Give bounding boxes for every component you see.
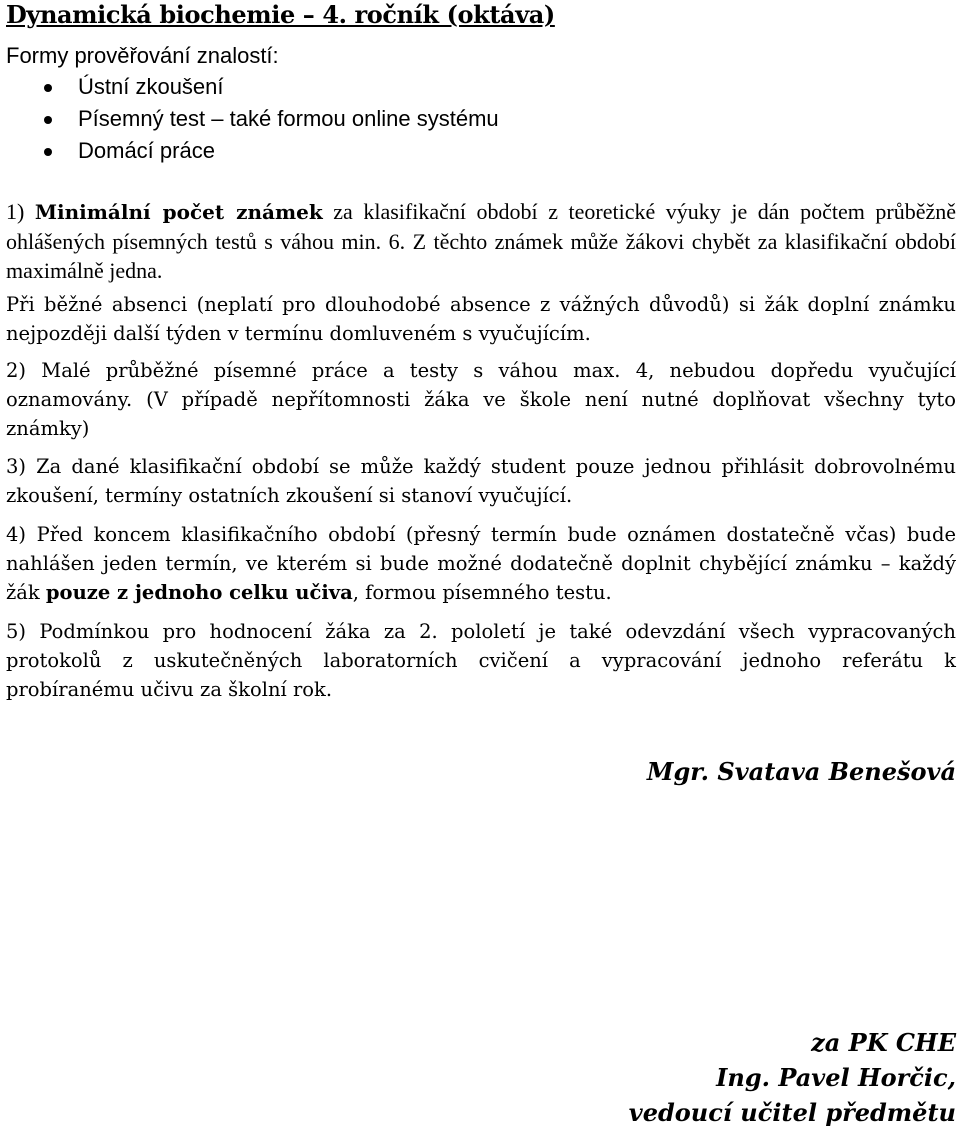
rule-2-paragraph: 2) Malé průběžné písemné práce a testy s váhou max. 4, nebudou dopředu vyučující oznamovány. (V případě nepřítomnosti žáka ve škole není nutné doplňovat všechny tyto známky) bbox=[6, 359, 956, 440]
bullet-icon bbox=[44, 84, 52, 92]
pk-line: za PK CHE bbox=[811, 1028, 956, 1057]
document-page bbox=[6, 0, 956, 704]
rule-1-paragraph bbox=[6, 197, 956, 285]
rule-4-text: 4) Před koncem klasifikačního období (přesný termín bude oznámen dostatečně včas) bude nahlášen jeden termín, ve kterém si bude možné dodatečně doplnit chybějící známku – každý žák bbox=[6, 523, 956, 604]
bullet-icon bbox=[44, 116, 52, 124]
list-item bbox=[6, 135, 956, 167]
list-item-label: Písemný test – také formou online systému bbox=[78, 106, 499, 131]
absence-paragraph: Při běžné absenci (neplatí pro dlouhodobé absence z vážných důvodů) si žák doplní známku nejpozději další týden v termínu domluveném s vyučujícím. bbox=[6, 293, 956, 345]
teacher-signature: Mgr. Svatava Benešová bbox=[646, 757, 956, 786]
bullet-icon bbox=[44, 148, 52, 156]
page-title: Dynamická biochemie – 4. ročník (oktáva) bbox=[6, 0, 555, 29]
rule-4-paragraph bbox=[6, 520, 956, 607]
rule-4-end-text: , formou písemného testu. bbox=[352, 581, 612, 604]
rule-1-number: 1) bbox=[6, 199, 35, 224]
subject-head-signature bbox=[629, 1025, 956, 1130]
assessment-forms-section bbox=[6, 40, 956, 167]
list-item bbox=[6, 103, 956, 135]
rule-1-text: za klasifikační období z teoretické výuky je dán počtem průběžně ohlášených písemných testů s váhou min. 6. Z těchto známek může žákovi chybět za klasifikační období maximálně jedna. bbox=[6, 199, 956, 283]
rule-1-bold-text: Minimální počet známek bbox=[34, 200, 323, 224]
rule-5-paragraph: 5) Podmínkou pro hodnocení žáka za 2. pololetí je také odevzdání všech vypracovaných protokolů z uskutečněných laboratorních cvičení a vypracování jednoho referátu k probíranému učivu za školní rok. bbox=[6, 620, 956, 701]
rule-3-paragraph: 3) Za dané klasifikační období se může každý student pouze jednou přihlásit dobrovolnému zkoušení, termíny ostatních zkoušení si stanoví vyučující. bbox=[6, 455, 956, 507]
list-item-label: Domácí práce bbox=[78, 138, 215, 163]
rule-4-bold-text: pouze z jednoho celku učiva bbox=[45, 581, 353, 604]
forms-list bbox=[6, 71, 956, 167]
forms-intro: Formy prověřování znalostí: bbox=[6, 43, 279, 68]
list-item-label: Ústní zkoušení bbox=[78, 74, 224, 99]
list-item bbox=[6, 71, 956, 103]
head-role: vedoucí učitel předmětu bbox=[628, 1098, 956, 1127]
head-name: Ing. Pavel Horčic, bbox=[716, 1063, 956, 1092]
